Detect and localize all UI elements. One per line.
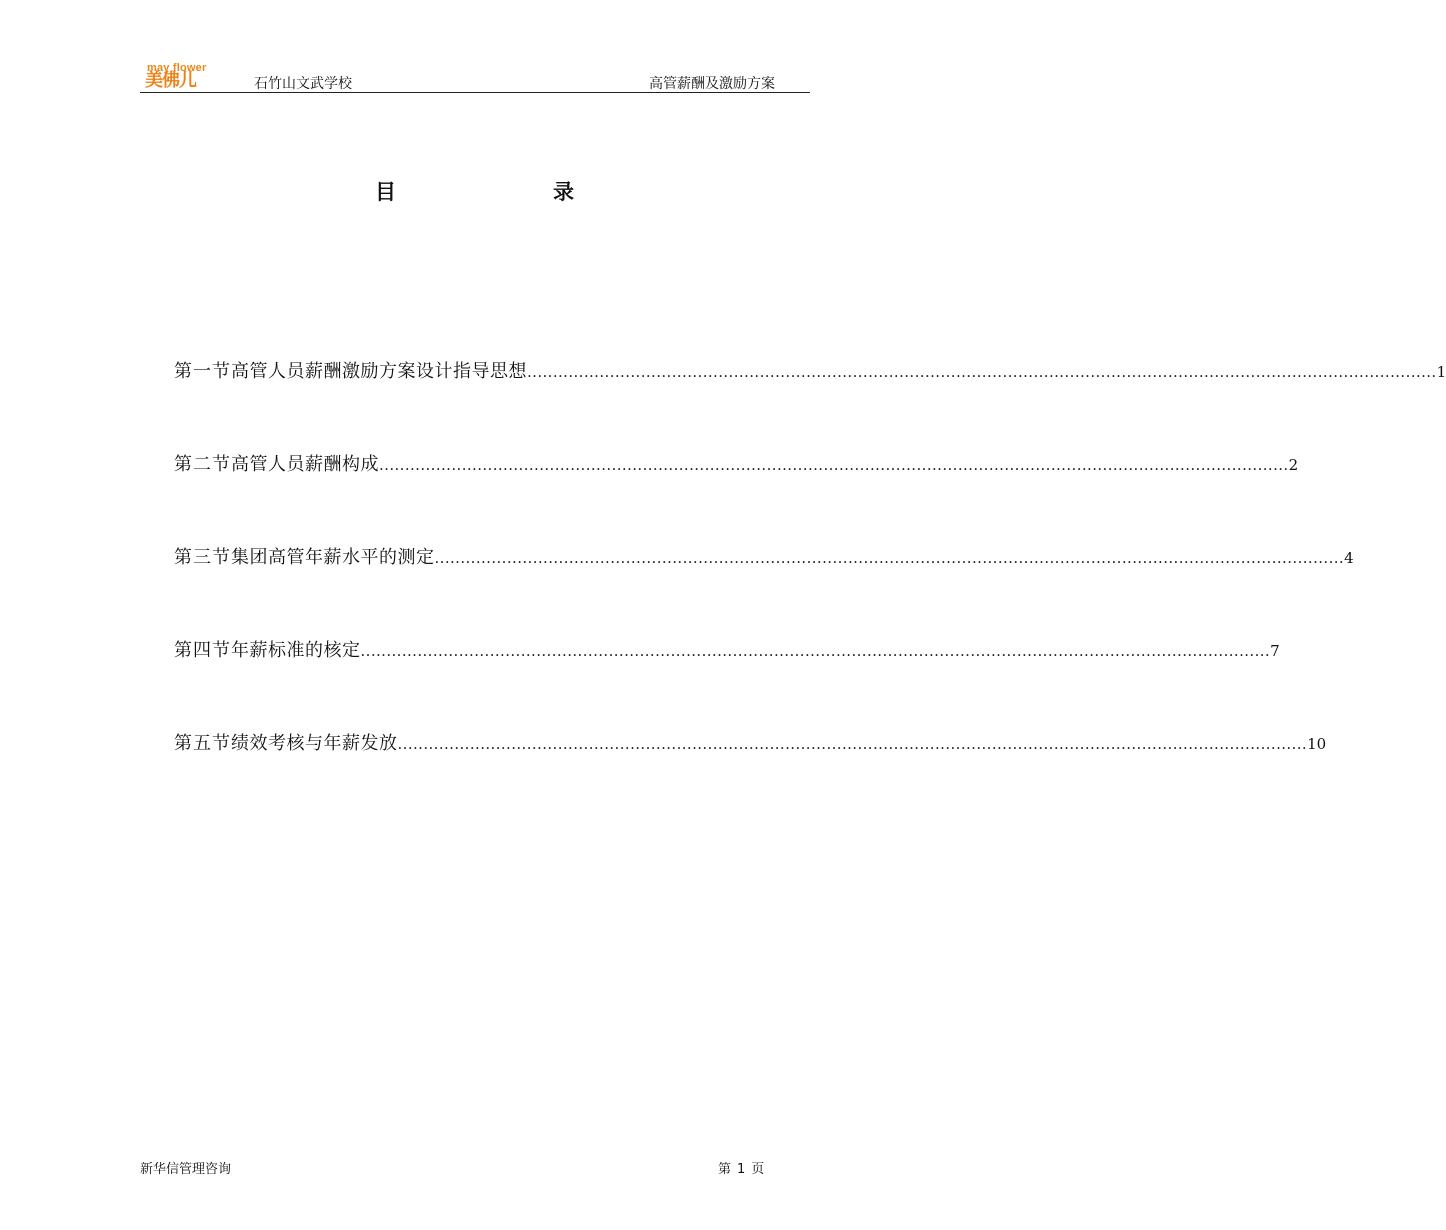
logo-english-text: may flower xyxy=(147,62,207,74)
toc-page-number: 10 xyxy=(1307,735,1327,753)
logo-chinese-text: 美佛儿 xyxy=(145,70,196,91)
toc-entry-1[interactable] xyxy=(174,354,1446,447)
toc-dot-leader: ................................................................................................................................................................................ xyxy=(397,735,1308,753)
toc-page-number: 7 xyxy=(1270,642,1280,660)
toc-section-title: 高管人员薪酬构成 xyxy=(231,454,379,475)
toc-section-title: 年薪标准的核定 xyxy=(231,640,361,661)
footer-page-suffix: 页 xyxy=(751,1162,765,1177)
toc-page-number: 1 xyxy=(1436,363,1446,381)
toc-section-title: 高管人员薪酬激励方案设计指导思想 xyxy=(231,361,527,382)
footer-company: 新华信管理咨询 xyxy=(140,1162,232,1177)
toc-section-label: 第三节 xyxy=(174,547,231,568)
table-of-contents xyxy=(174,354,1446,819)
toc-page-number: 4 xyxy=(1344,549,1354,567)
header-school-name: 石竹山文武学校 xyxy=(254,76,352,92)
toc-heading-char-2: 录 xyxy=(553,180,574,204)
toc-section-label: 第一节 xyxy=(174,361,231,382)
toc-dot-leader: ................................................................................................................................................................................ xyxy=(360,642,1271,660)
footer-page-prefix: 第 xyxy=(718,1162,732,1177)
toc-dot-leader: ................................................................................................................................................................................ xyxy=(379,456,1289,474)
toc-entry-3[interactable] xyxy=(174,540,1354,633)
toc-heading-char-1: 目 xyxy=(375,180,396,204)
toc-dot-leader: ................................................................................................................................................................................ xyxy=(434,549,1345,567)
toc-entry-5[interactable] xyxy=(174,726,1327,819)
toc-section-title: 绩效考核与年薪发放 xyxy=(231,733,398,754)
toc-entry-2[interactable] xyxy=(174,447,1299,540)
footer-page-number: 1 xyxy=(737,1162,746,1177)
footer-page-indicator xyxy=(718,1158,770,1177)
toc-section-title: 集团高管年薪水平的测定 xyxy=(231,547,435,568)
toc-section-label: 第二节 xyxy=(174,454,231,475)
toc-entry-4[interactable] xyxy=(174,633,1280,726)
toc-section-label: 第四节 xyxy=(174,640,231,661)
page-header xyxy=(140,62,810,93)
toc-page-number: 2 xyxy=(1288,456,1299,474)
toc-heading xyxy=(375,176,574,206)
toc-section-label: 第五节 xyxy=(174,733,231,754)
mayflower-logo xyxy=(145,62,225,92)
toc-dot-leader: ................................................................................................................................................................................ xyxy=(527,363,1437,381)
header-document-title: 高管薪酬及激励方案 xyxy=(649,76,775,92)
